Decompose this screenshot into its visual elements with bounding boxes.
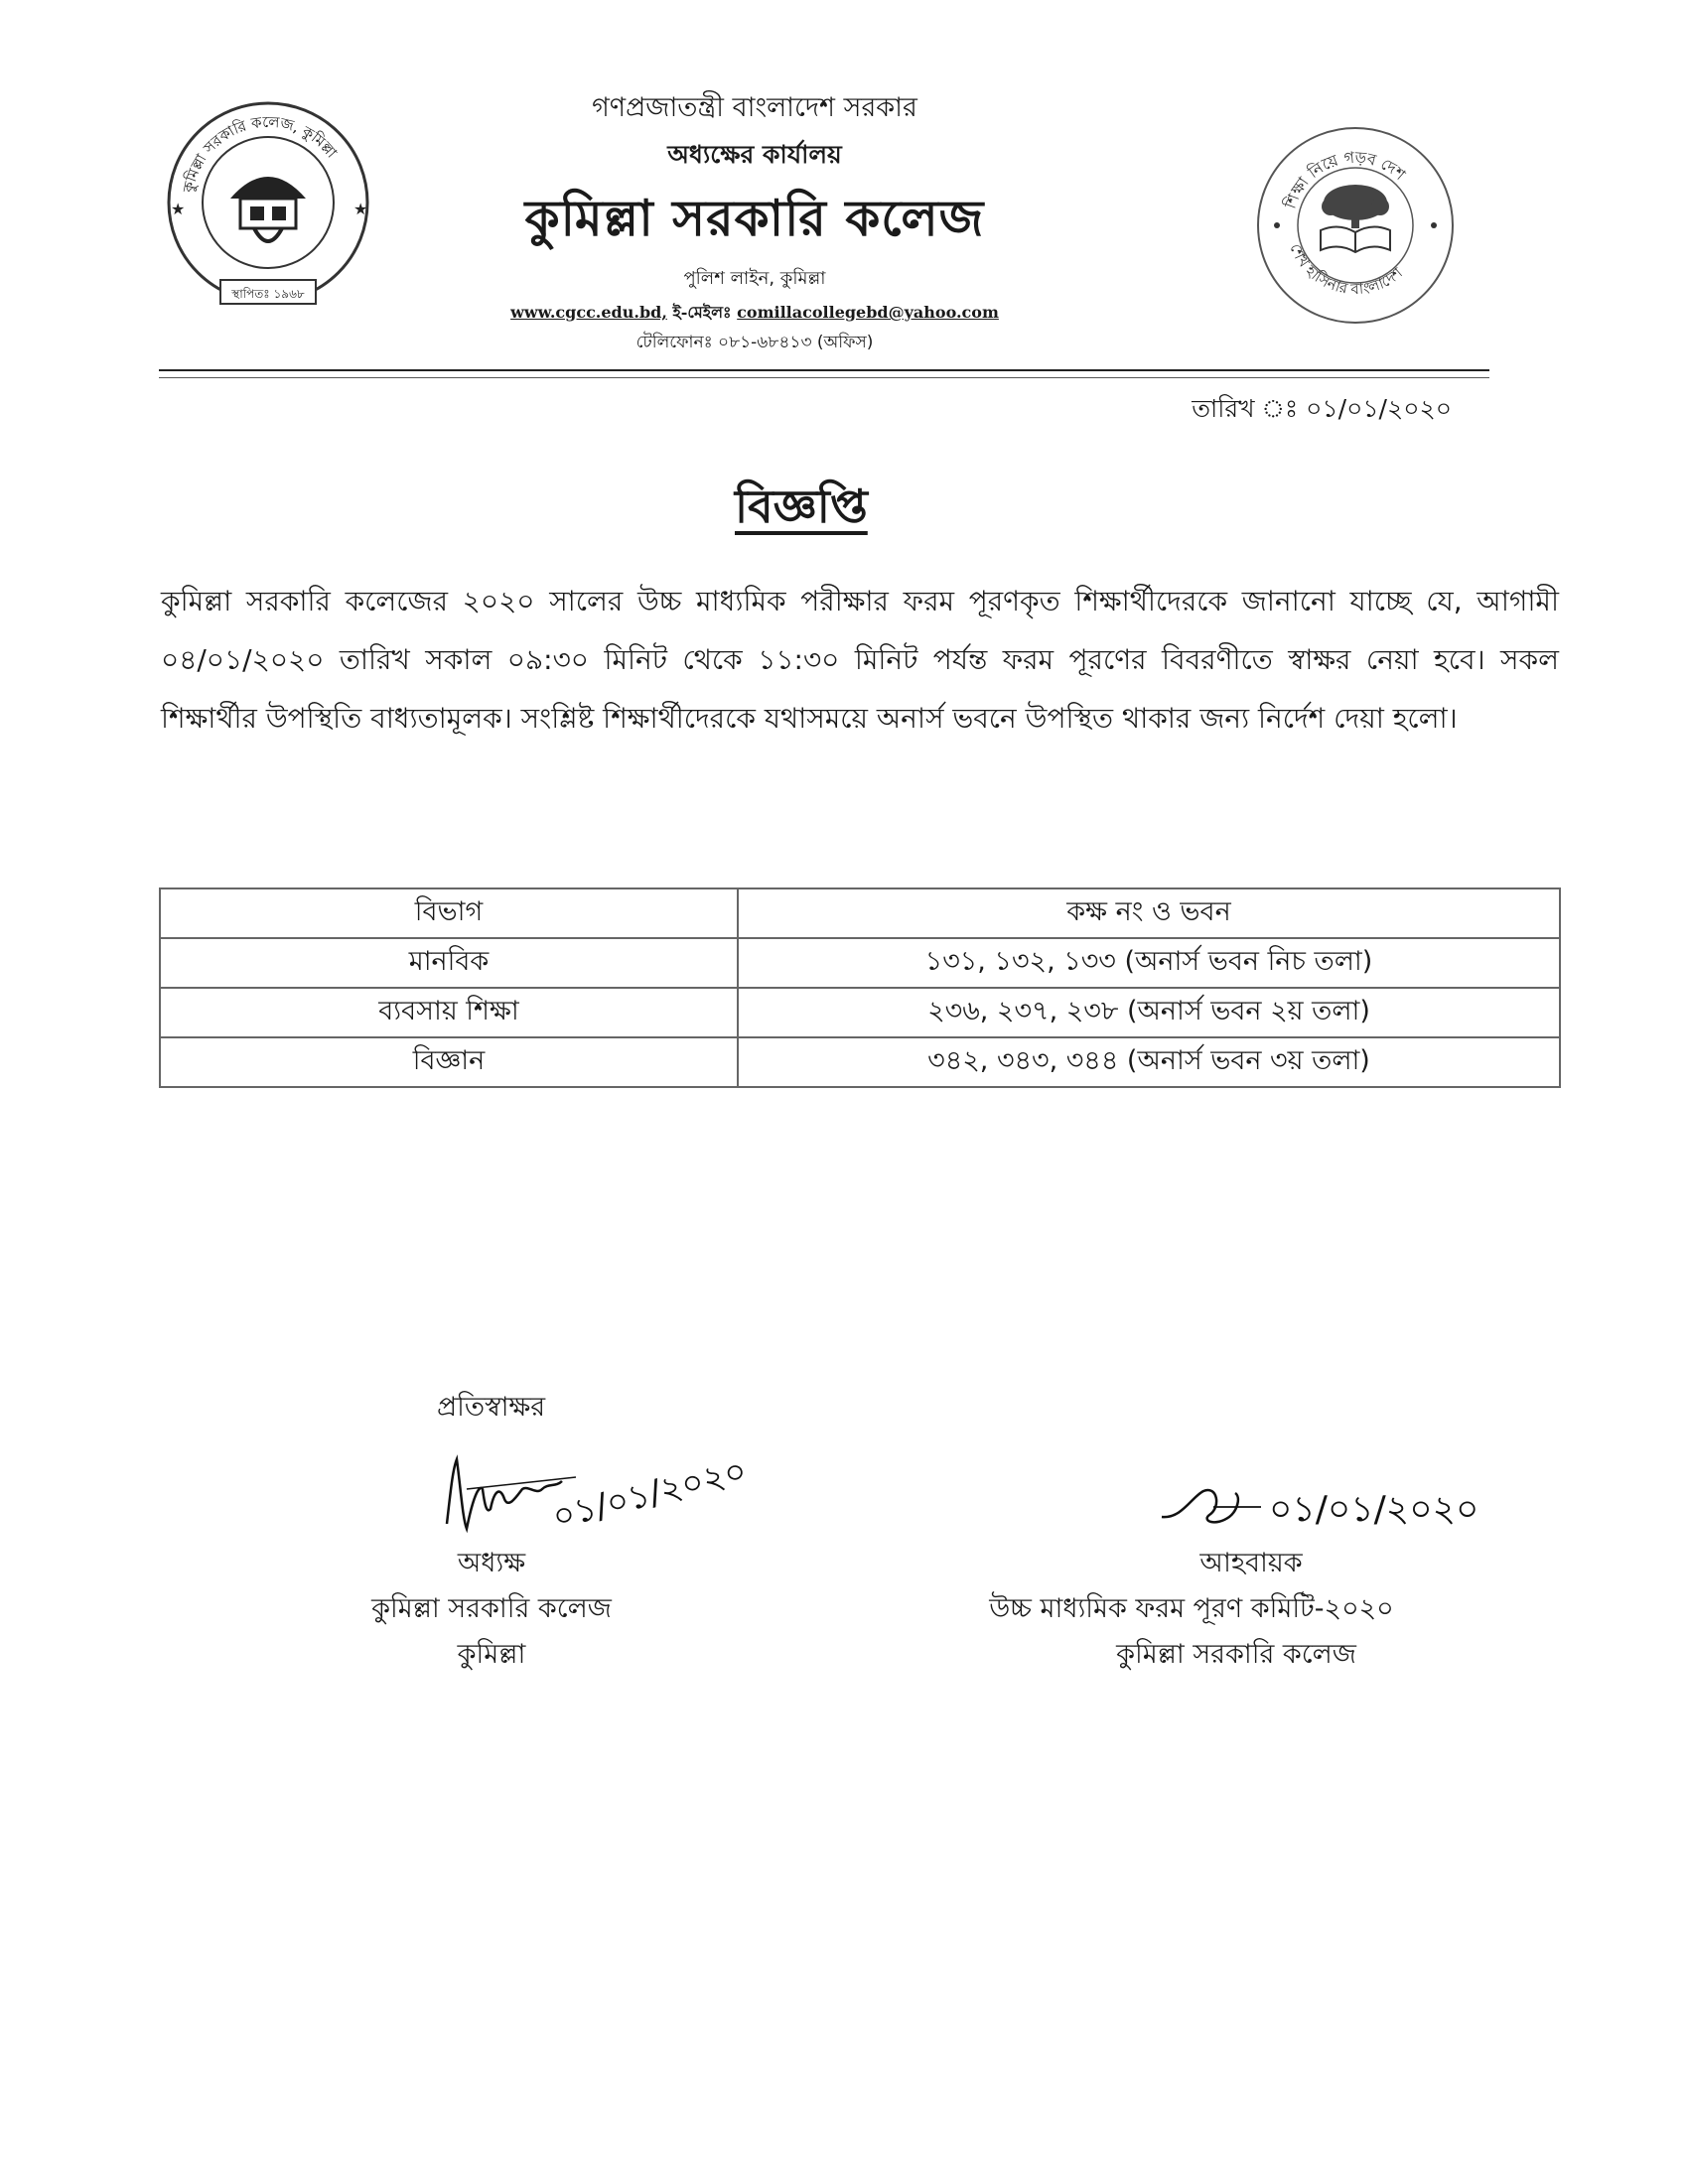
email-link[interactable]: comillacollegebd@yahoo.com: [737, 303, 999, 322]
phone-number: টেলিফোনঃ ০৮১-৬৮৪১৩ (অফিস): [635, 333, 874, 352]
department-room-table: [159, 887, 1561, 1088]
room-cell: ১৩১, ১৩২, ১৩৩ (অনার্স ভবন নিচ তলা): [738, 938, 1560, 988]
header-divider-thin: [159, 377, 1489, 378]
notice-date: তারিখ ঃ ০১/০১/২০২০: [1192, 394, 1452, 423]
convener-committee: উচ্চ মাধ্যমিক ফরম পূরণ কমিটি-২০২০: [989, 1593, 1394, 1624]
department-cell: বিজ্ঞান: [160, 1037, 738, 1087]
svg-text:০১/০১/২০২০: ০১/০১/২০২০: [548, 1450, 751, 1538]
svg-text:স্থাপিতঃ ১৯৬৮: স্থাপিতঃ ১৯৬৮: [231, 287, 305, 301]
email-label: ই-মেইলঃ: [672, 303, 732, 322]
table-header-cell: কক্ষ নং ও ভবন: [738, 888, 1560, 938]
svg-text:শিক্ষা নিয়ে গড়ব দেশ: শিক্ষা নিয়ে গড়ব দেশ: [1280, 147, 1410, 211]
digital-bangladesh-seal: [1253, 123, 1458, 328]
svg-text:কুমিল্লা সরকারি কলেজ, কুমিল্লা: কুমিল্লা সরকারি কলেজ, কুমিল্লা: [179, 112, 341, 195]
svg-text:শেখ হাসিনার বাংলাদেশ: শেখ হাসিনার বাংলাদেশ: [1286, 240, 1406, 299]
principal-title: অধ্যক্ষ: [457, 1548, 526, 1578]
college-address: পুলিশ লাইন, কুমিল্লা: [683, 268, 826, 289]
principal-signature: [427, 1430, 755, 1549]
table-row: [160, 988, 1560, 1037]
svg-text:০১/০১/২০২০: ০১/০১/২০২০: [1269, 1489, 1479, 1530]
college-seal-logo: [149, 95, 387, 314]
department-cell: মানবিক: [160, 938, 738, 988]
government-heading: গণপ্রজাতন্ত্রী বাংলাদেশ সরকার: [592, 92, 917, 123]
department-cell: ব্যবসায় শিক্ষা: [160, 988, 738, 1037]
principal-block: [328, 1541, 655, 1678]
header-divider: [159, 369, 1489, 371]
office-heading: অধ্যক্ষের কার্যালয়: [667, 140, 842, 169]
contact-line: [477, 300, 1033, 327]
room-cell: ২৩৬, ২৩৭, ২৩৮ (অনার্স ভবন ২য় তলা): [738, 988, 1560, 1037]
table-header-cell: বিভাগ: [160, 888, 738, 938]
table-header-row: [160, 888, 1560, 938]
website-link[interactable]: www.cgcc.edu.bd,: [510, 303, 667, 322]
notice-title: বিজ্ঞপ্তি: [735, 479, 868, 533]
table-row: [160, 938, 1560, 988]
svg-text:★: ★: [171, 200, 186, 218]
convener-signature: [1152, 1467, 1549, 1547]
counter-sign-label: প্রতিস্বাক্ষর: [437, 1392, 546, 1423]
svg-text:★: ★: [353, 200, 368, 218]
notice-body: কুমিল্লা সরকারি কলেজের ২০২০ সালের উচ্চ মাধ্যমিক পরীক্ষার ফরম পূরণকৃত শিক্ষার্থীদেরকে জানানো যাচ্ছে যে, আগামী ০৪/০১/২০২০ তারিখ সকাল ০৯:৩০ মিনিট থেকে ১১:৩০ মিনিট পর্যন্ত ফরম পূরণের বিবরণীতে স্বাক্ষর নেয়া হবে। সকল শিক্ষার্থীর উপস্থিতি বাধ্যতামূলক। সংশ্লিষ্ট শিক্ষার্থীদেরকে যথাসময়ে অনার্স ভবনে উপস্থিত থাকার জন্য নির্দেশ দেয়া হলো।: [161, 585, 1559, 735]
principal-city: কুমিল্লা: [457, 1639, 526, 1670]
principal-college: কুমিল্লা সরকারি কলেজ: [371, 1593, 612, 1624]
convener-title: আহবায়ক: [1199, 1548, 1303, 1578]
convener-block: [894, 1541, 1489, 1678]
table-row: [160, 1037, 1560, 1087]
college-name-heading: কুমিল্লা সরকারি কলেজ: [524, 190, 985, 247]
convener-college: কুমিল্লা সরকারি কলেজ: [1116, 1639, 1356, 1670]
room-cell: ৩৪২, ৩৪৩, ৩৪৪ (অনার্স ভবন ৩য় তলা): [738, 1037, 1560, 1087]
